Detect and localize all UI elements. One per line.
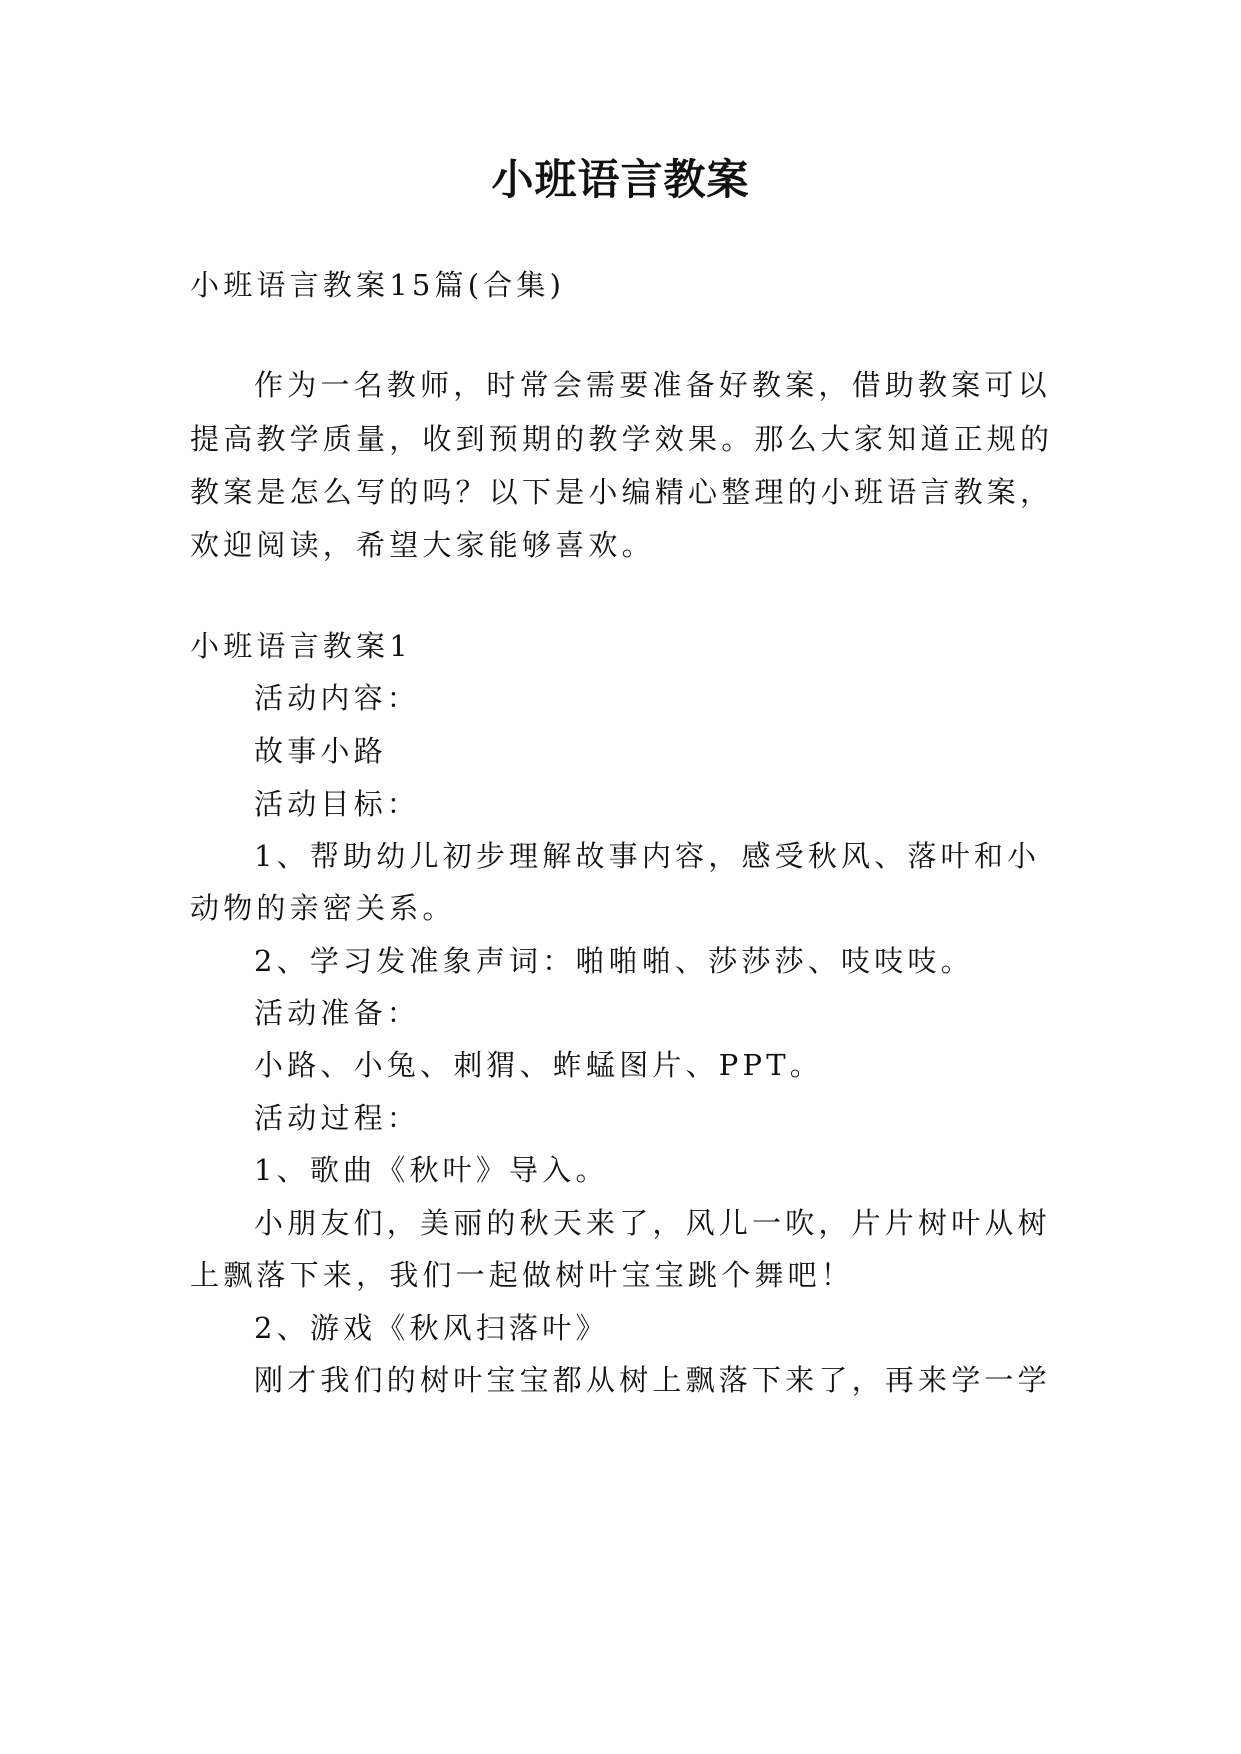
body-line: 故事小路 [254, 734, 387, 768]
body-line: 刚才我们的树叶宝宝都从树上飘落下来了，再来学一学 [254, 1363, 1051, 1397]
intro-line: 提高教学质量，收到预期的教学效果。那么大家知道正规的 [190, 422, 1054, 456]
body-line: 上飘落下来，我们一起做树叶宝宝跳个舞吧！ [190, 1258, 855, 1292]
intro-line: 欢迎阅读，希望大家能够喜欢。 [190, 528, 655, 562]
section-heading: 小班语言教案1 [190, 629, 412, 663]
body-line: 2、游戏《秋风扫落叶》 [254, 1311, 609, 1345]
body-line: 活动内容： [254, 681, 421, 715]
body-line: 1、帮助幼儿初步理解故事内容，感受秋风、落叶和小 [254, 839, 1041, 873]
body-line: 小朋友们，美丽的秋天来了，风儿一吹，片片树叶从树 [254, 1206, 1051, 1240]
intro-line: 教案是怎么写的吗？以下是小编精心整理的小班语言教案， [190, 475, 1054, 509]
body-line: 动物的亲密关系。 [190, 891, 456, 925]
body-line: 活动过程： [254, 1101, 421, 1135]
body-line: 1、歌曲《秋叶》导入。 [254, 1153, 609, 1187]
body-line: 2、学习发准象声词：啪啪啪、莎莎莎、吱吱吱。 [254, 944, 974, 978]
body-line: 活动目标： [254, 787, 421, 821]
body-line: 小路、小兔、刺猬、蚱蜢图片、PPT。 [254, 1048, 823, 1082]
intro-line: 作为一名教师，时常会需要准备好教案，借助教案可以 [254, 368, 1051, 402]
body-line: 活动准备： [254, 996, 421, 1030]
document-title: 小班语言教案 [491, 155, 750, 204]
document-subtitle: 小班语言教案15篇(合集) [190, 268, 566, 302]
